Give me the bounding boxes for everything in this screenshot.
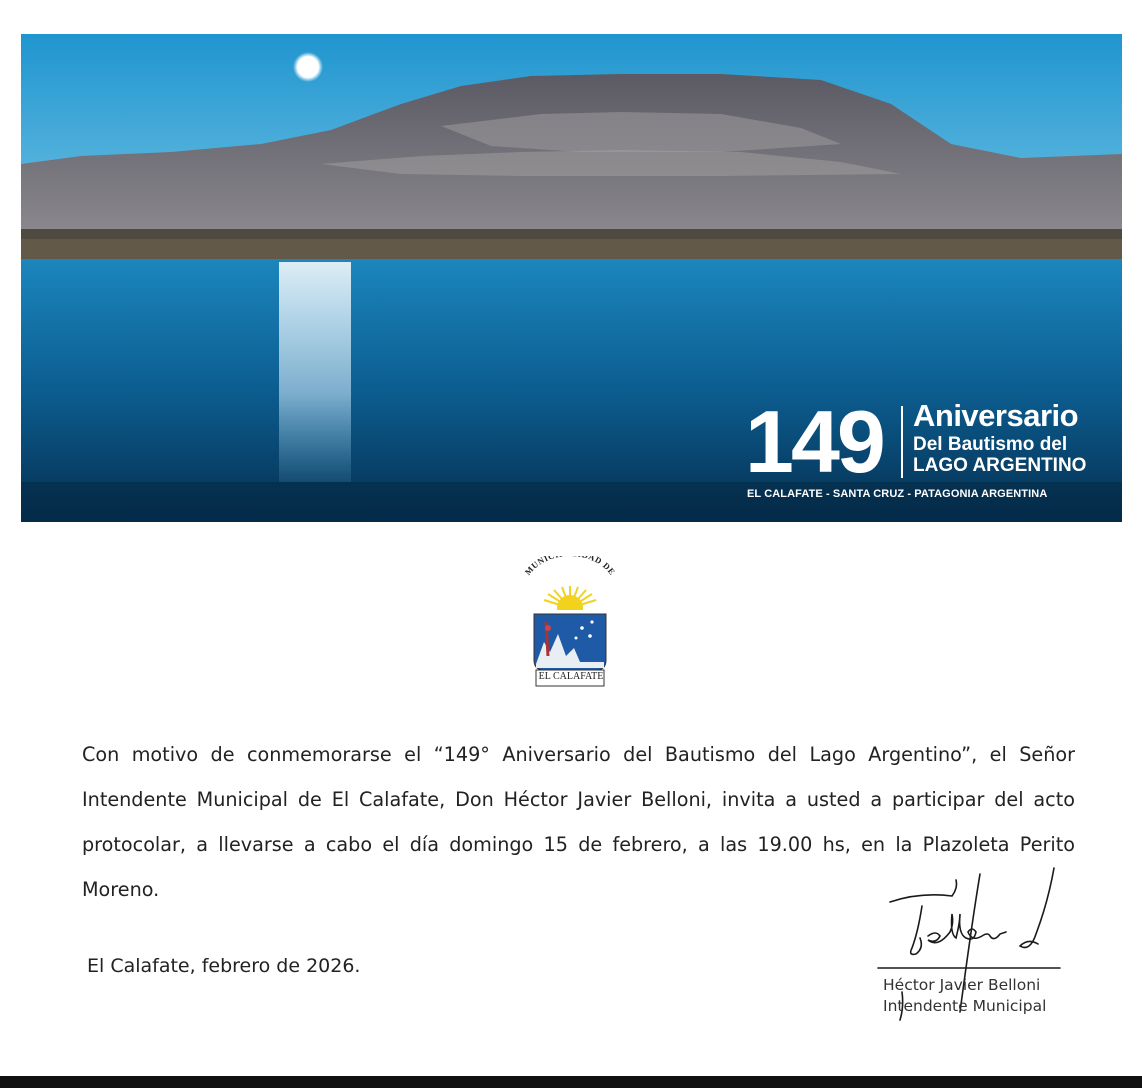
bottom-edge-bar	[0, 1076, 1142, 1088]
anniversary-title	[745, 392, 1095, 517]
svg-text:MUNICIPALIDAD DE	[523, 556, 618, 577]
municipal-crest	[514, 556, 626, 692]
signer-name: Héctor Javier Belloni	[883, 976, 1041, 994]
anniversary-subtitle-1: Del Bautismo del	[913, 434, 1068, 455]
signature-block	[860, 862, 1080, 1022]
anniversary-subtitle-2: LAGO ARGENTINO	[913, 455, 1087, 476]
title-divider	[901, 406, 903, 478]
crest-name-ribbon: EL CALAFATE	[538, 671, 604, 682]
anniversary-number: 149	[745, 392, 883, 491]
anniversary-word: Aniversario	[913, 398, 1079, 433]
banner-photo	[21, 34, 1122, 522]
signer-role: Intendente Municipal	[883, 997, 1047, 1015]
moon	[293, 52, 323, 82]
location-line: EL CALAFATE - SANTA CRUZ - PATAGONIA ARGENTINA	[747, 488, 1048, 500]
crest-arc-text: MUNI AD DE	[522, 556, 618, 577]
place-and-date: El Calafate, febrero de 2026.	[87, 955, 361, 977]
moon-reflection	[279, 262, 351, 482]
invitation-body: Con motivo de conmemorarse el “149° Aniversario del Bautismo del Lago Argentino”, el Señor Intendente Municipal de El Calafate, Don Héctor Javier Belloni, invita a usted a participar del acto protocolar, a llevarse a cabo el día domingo 15 de febrero, a las 19.00 hs, en la Plazoleta Perito Moreno.	[82, 743, 1075, 901]
